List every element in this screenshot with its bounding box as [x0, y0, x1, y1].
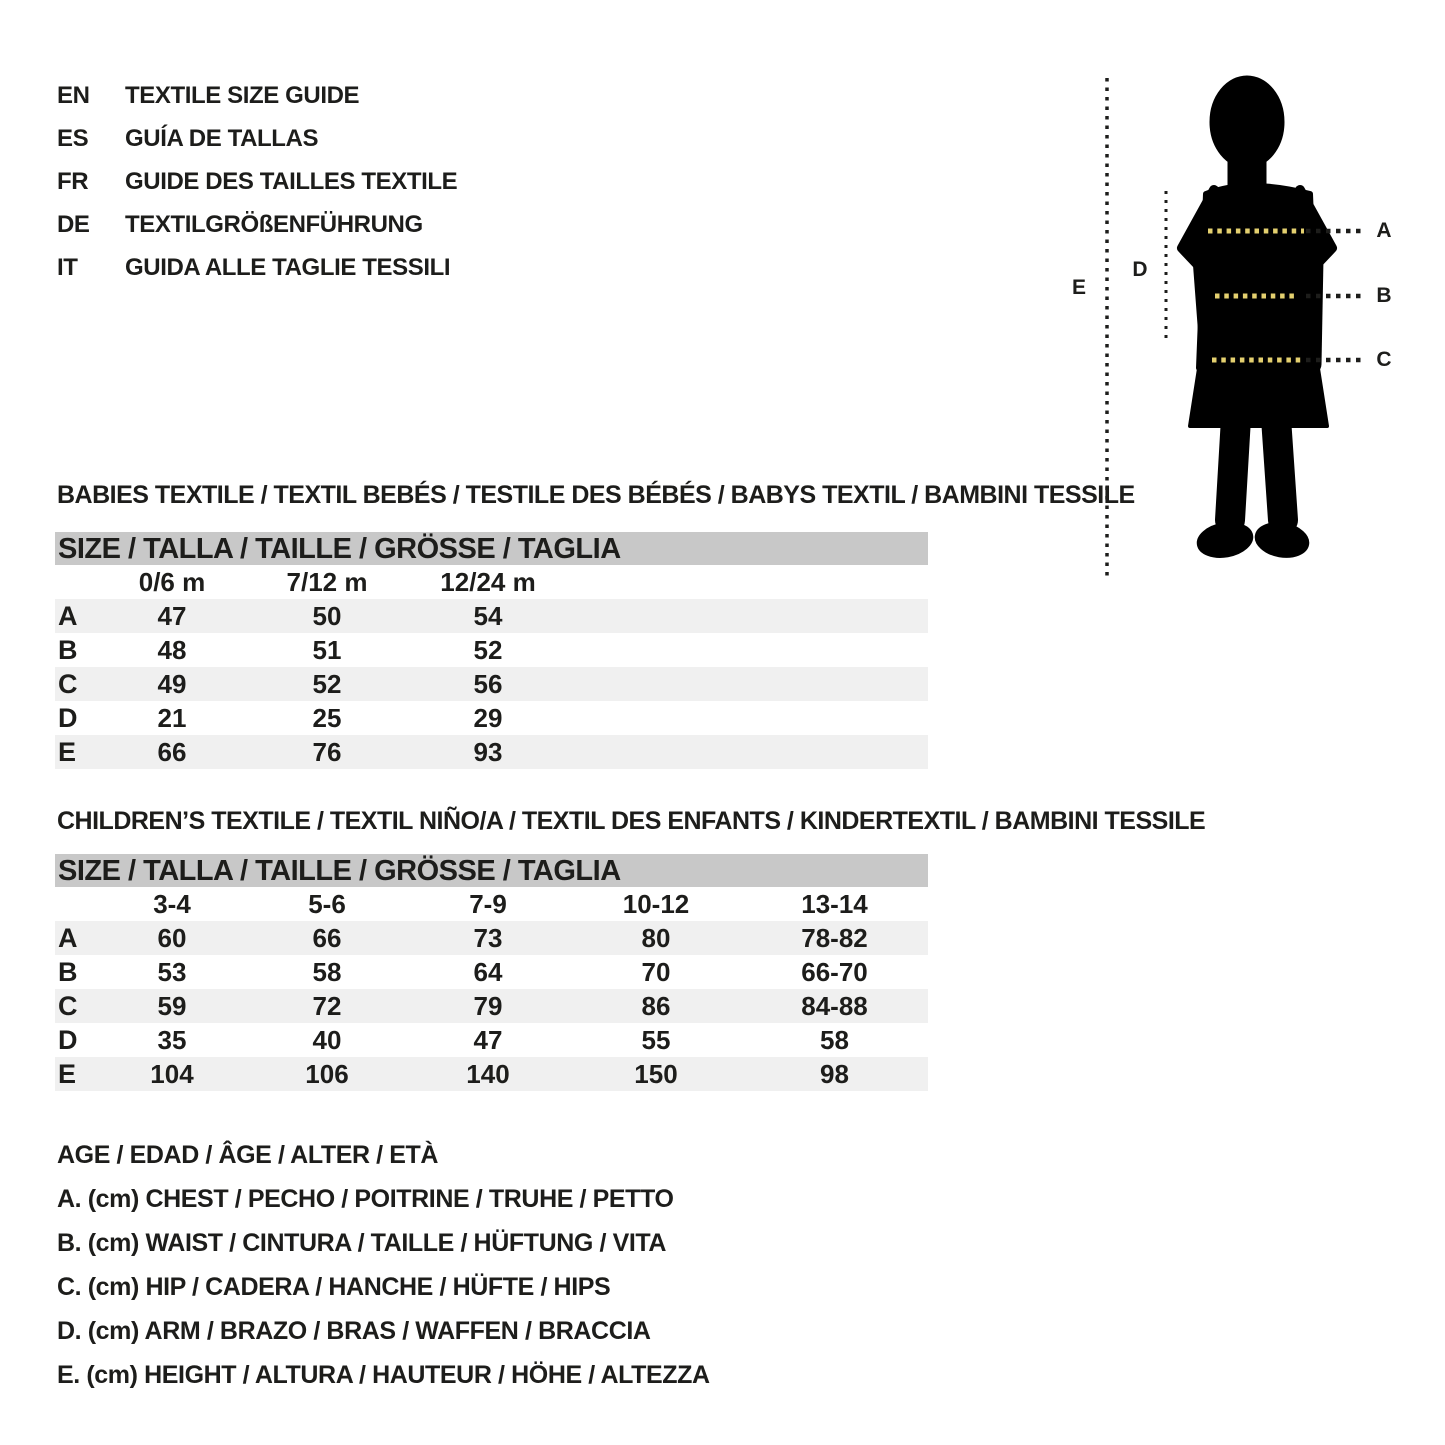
table-row: [55, 955, 928, 989]
value-cell: 66: [157, 737, 187, 767]
value-cell: 52: [473, 635, 503, 665]
value-cell: 52: [312, 669, 342, 699]
row-label: D: [58, 703, 78, 733]
measure-label-b: B: [1376, 284, 1392, 307]
value-cell: 48: [157, 635, 187, 665]
table-row: [55, 1057, 928, 1091]
measure-label-a: A: [1376, 219, 1392, 242]
column-header-cell: 13-14: [801, 889, 868, 919]
table-row: [55, 1023, 928, 1057]
row-label: E: [58, 737, 77, 767]
lang-title: GUIDA ALLE TAGLIE TESSILI: [125, 254, 451, 281]
row-label: E: [58, 1059, 77, 1089]
value-cell: 66: [312, 923, 342, 953]
value-cell: 73: [473, 923, 503, 953]
table-row: [55, 599, 928, 633]
value-cell: 47: [157, 601, 187, 631]
legend-line-arm: D. (cm) ARM / BRAZO / BRAS / WAFFEN / BRACCIA: [57, 1317, 651, 1345]
size-header-bar: SIZE / TALLA / TAILLE / GRÖSSE / TAGLIA: [55, 532, 928, 565]
column-header-cell: 3-4: [153, 889, 191, 919]
value-cell: 53: [157, 957, 187, 987]
value-cell: 58: [312, 957, 342, 987]
value-cell: 35: [157, 1025, 187, 1055]
row-label: A: [58, 601, 78, 631]
value-cell: 70: [641, 957, 671, 987]
babies-section-title: BABIES TEXTILE / TEXTIL BEBÉS / TESTILE DES BÉBÉS / BABYS TEXTIL / BAMBINI TESSILE: [57, 481, 1135, 509]
lang-title: TEXTILE SIZE GUIDE: [125, 82, 360, 109]
lang-code: FR: [57, 168, 89, 195]
value-cell: 59: [157, 991, 187, 1021]
measure-label-e: E: [1071, 276, 1086, 299]
size-header-bar: SIZE / TALLA / TAILLE / GRÖSSE / TAGLIA: [55, 854, 928, 887]
lang-title: GUÍA DE TALLAS: [125, 125, 319, 152]
value-cell: 54: [473, 601, 503, 631]
children-size-table: [55, 854, 928, 1091]
row-label: C: [58, 991, 78, 1021]
measurement-legend: [57, 1133, 710, 1397]
value-cell: 140: [466, 1059, 510, 1089]
value-cell: 93: [473, 737, 503, 767]
legend-line-age: AGE / EDAD / ÂGE / ALTER / ETÀ: [57, 1141, 439, 1169]
babies-size-table: [55, 532, 928, 769]
value-cell: 50: [312, 601, 342, 631]
language-header: [57, 74, 457, 289]
row-label: B: [58, 635, 78, 665]
lang-row-es: [57, 117, 457, 160]
value-cell: 51: [312, 635, 342, 665]
table-row: [55, 989, 928, 1023]
lang-row-de: [57, 203, 457, 246]
table-row: [55, 921, 928, 955]
value-cell: 60: [157, 923, 187, 953]
silhouette-right-leg: [1276, 418, 1283, 520]
value-cell: 66-70: [801, 957, 868, 987]
column-header-cell: 7/12 m: [286, 567, 368, 597]
value-cell: 78-82: [801, 923, 868, 953]
table-row: [55, 667, 928, 701]
value-cell: 80: [641, 923, 671, 953]
value-cell: 40: [312, 1025, 342, 1055]
value-cell: 56: [473, 669, 503, 699]
column-header-row: [55, 887, 928, 921]
silhouette-right-shoe: [1252, 519, 1311, 562]
value-cell: 21: [157, 703, 187, 733]
value-cell: 150: [634, 1059, 678, 1089]
value-cell: 64: [473, 957, 503, 987]
column-header-cell: 10-12: [622, 889, 690, 919]
silhouette-left-arm: [1203, 258, 1211, 364]
column-header-cell: 12/24 m: [440, 567, 536, 597]
table-row: [55, 633, 928, 667]
measure-label-c: C: [1376, 348, 1392, 371]
value-cell: 49: [157, 669, 187, 699]
legend-line-hip: C. (cm) HIP / CADERA / HANCHE / HÜFTE / HIPS: [57, 1273, 611, 1301]
value-cell: 76: [312, 737, 342, 767]
lang-code: EN: [57, 82, 90, 109]
corner-cell: [55, 887, 95, 921]
silhouette-shorts: [1190, 362, 1327, 426]
table-row: [55, 735, 928, 769]
legend-line-waist: B. (cm) WAIST / CINTURA / TAILLE / HÜFTUNG / VITA: [57, 1229, 667, 1257]
lang-code: ES: [57, 125, 89, 152]
value-cell: 86: [641, 991, 671, 1021]
table-row: [55, 701, 928, 735]
silhouette-shapes: [1182, 76, 1332, 562]
measure-label-d: D: [1132, 258, 1148, 281]
row-label: A: [58, 923, 78, 953]
value-cell: 79: [473, 991, 503, 1021]
value-cell: 84-88: [801, 991, 868, 1021]
value-cell: 104: [150, 1059, 194, 1089]
value-cell: 55: [641, 1025, 671, 1055]
silhouette-left-leg: [1230, 418, 1236, 520]
value-cell: 106: [305, 1059, 349, 1089]
column-header-cell: 5-6: [308, 889, 346, 919]
silhouette-right-arm: [1311, 258, 1313, 364]
lang-row-it: [57, 246, 457, 289]
corner-cell: [55, 565, 95, 599]
value-cell: 98: [820, 1059, 849, 1089]
lang-title: GUIDE DES TAILLES TEXTILE: [125, 168, 458, 195]
lang-code: IT: [57, 254, 78, 281]
row-label: B: [58, 957, 78, 987]
value-cell: 72: [312, 991, 342, 1021]
lang-row-en: [57, 74, 457, 117]
value-cell: 25: [312, 703, 342, 733]
row-label: D: [58, 1025, 78, 1055]
lang-title: TEXTILGRÖßENFÜHRUNG: [125, 211, 423, 238]
column-header-cell: 7-9: [469, 889, 507, 919]
value-cell: 29: [473, 703, 503, 733]
column-header-cell: 0/6 m: [138, 567, 206, 597]
legend-line-height: E. (cm) HEIGHT / ALTURA / HAUTEUR / HÖHE / ALTEZZA: [57, 1361, 710, 1389]
row-label: C: [58, 669, 78, 699]
silhouette-left-shoe: [1194, 518, 1255, 561]
column-header-row: [55, 565, 928, 599]
children-section-title: CHILDREN’S TEXTILE / TEXTIL NIÑO/A / TEXTIL DES ENFANTS / KINDERTEXTIL / BAMBINI TESSILE: [57, 807, 1206, 835]
legend-line-chest: A. (cm) CHEST / PECHO / POITRINE / TRUHE / PETTO: [57, 1185, 674, 1213]
lang-code: DE: [57, 211, 90, 238]
child-silhouette-figure: [1040, 60, 1400, 600]
value-cell: 47: [473, 1025, 503, 1055]
value-cell: 58: [820, 1025, 849, 1055]
lang-row-fr: [57, 160, 457, 203]
